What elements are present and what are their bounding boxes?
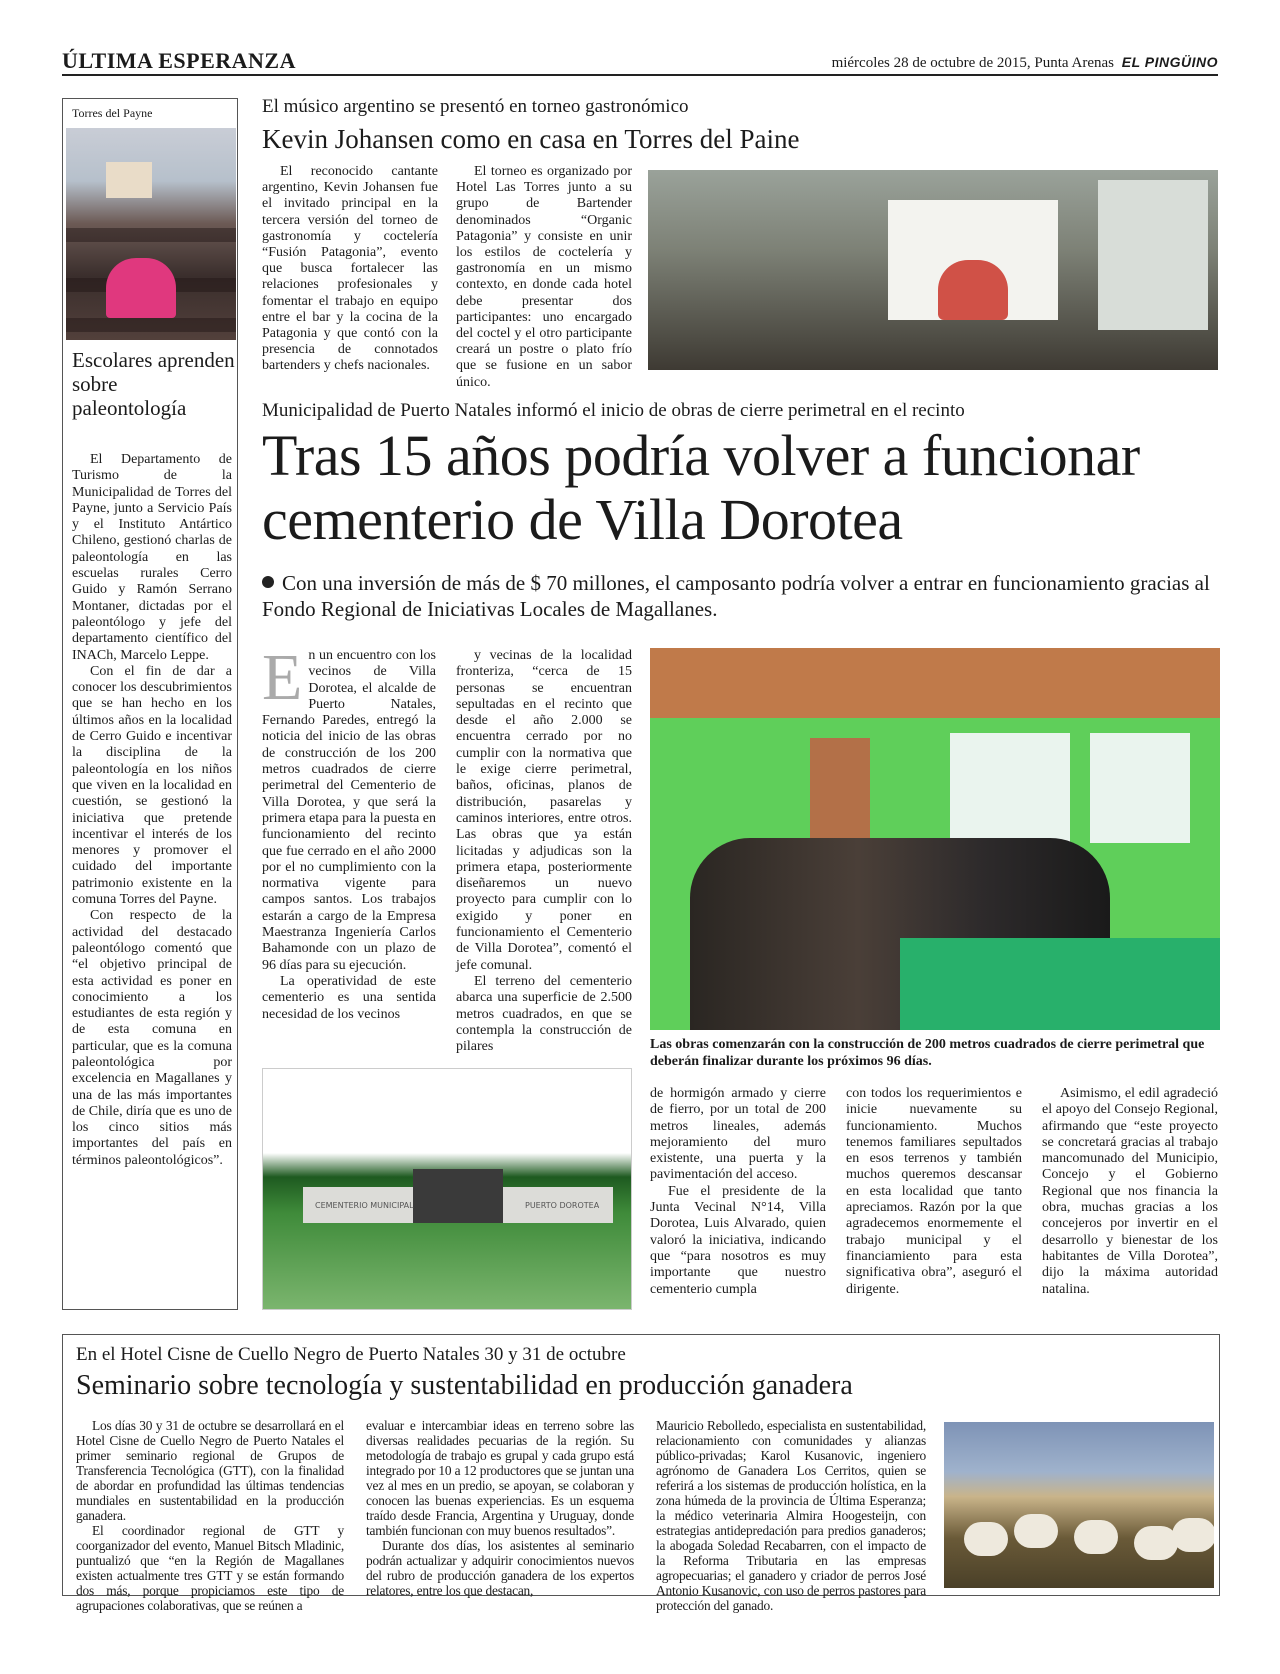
- seminar-paragraph: Durante dos días, los asistentes al seminario podrán actualizar y adquirir conocimientos nuevos del rubro de producción ganadera de los expertos relatores, entre los que destacan,: [366, 1538, 634, 1598]
- meeting-photo-caption: Las obras comenzarán con la construcción de 200 metros cuadrados de cierre perimetral que deberán finalizar durante los próximos 96 días.: [650, 1037, 1205, 1069]
- main-column-3: [650, 1086, 826, 1298]
- seminar-paragraph: Mauricio Rebolledo, especialista en sustentabilidad, relacionamiento con comunidades y alianzas público-privadas; Karol Kusanovic, ingeniero agrónomo de Ganadera Los Cerritos, quien se referirá a los sistemas de producción holística, en la zona húmeda de la provincia de Última Esperanza; la médico veterinaria Almira Hoogesteijn, con estrategias antidepredación para predios ganaderos; la abogada Soledad Recabarren, con el impacto de la Reforma Tributaria en las empresas agropecuarias; el ganadero y criador de perros José Antonio Kusanovic, con uso de perros pastores para protección del ganado.: [656, 1418, 926, 1613]
- kevin-concert-photo: [648, 170, 1218, 370]
- kevin-paragraph: El torneo es organizado por Hotel Las Torres junto a su grupo de Bartender denominados “Organic Patagonia” y consiste en unir los estilos de coctelería y gastronomía en un mismo contexto, en donde cada hotel debe presentar dos participantes: uno encargado del coctel y el otro participante creará un postre o plato frío que se fusione en un sabor único.: [456, 164, 632, 390]
- main-column-5: [1042, 1086, 1218, 1298]
- main-paragraph: n un encuentro con los vecinos de Villa Dorotea, el alcalde de Puerto Natales, Fernando Paredes, entregó la noticia del inicio de las obras de construcción de los 200 metros cuadrados de cierre perimetral del Cementerio de Villa Dorotea, y que será la primera etapa para la puesta en funcionamiento del recinto que fue cerrado en el año 2000 por el no cumplimiento con la normativa vigente para campos santos. Los trabajos estarán a cargo de la Empresa Maestranza Ingeniería Carlos Bahamonde con un plazo de 96 días para su ejecución.: [262, 648, 436, 973]
- sidebar-headline: Escolares aprenden sobre paleontología: [72, 348, 235, 420]
- kevin-headline: Kevin Johansen como en casa en Torres del Paine: [262, 124, 800, 154]
- main-paragraph: Asimismo, el edil agradeció el apoyo del Consejo Regional, afirmando que “este proyecto se concretará gracias al trabajo mancomunado del Municipio, Concejo y el Gobierno Regional que nos financia la obra, muchas gracias a los concejeros por invertir en el desarrollo y bienestar de los habitantes de Villa Dorotea”, dijo la máxima autoridad natalina.: [1042, 1086, 1218, 1297]
- sidebar-photo-caption: Torres del Payne: [72, 106, 153, 120]
- dateline: [832, 54, 1218, 72]
- main-column-2: [456, 648, 632, 1055]
- main-column-4: [846, 1086, 1022, 1298]
- main-paragraph: La operatividad de este cementerio es una sentida necesidad de los vecinos: [262, 973, 436, 1022]
- kevin-kicker: El músico argentino se presentó en torneo gastronómico: [262, 96, 689, 117]
- newspaper-logo: EL PINGÜINO: [1121, 54, 1218, 70]
- seminar-column-3: [656, 1418, 926, 1613]
- seminar-column-2: [366, 1418, 634, 1598]
- sheep-photo: [944, 1422, 1214, 1588]
- seminar-paragraph: evaluar e intercambiar ideas en terreno sobre las diversas realidades pecuarias de la región. Su metodología de trabajo es grupal y cada grupo está integrado por 10 a 12 productores que se juntan una vez al mes en un predio, se apoyan, se colaboran y conocen las buenas experiencias. Es un esquema traído desde Francia, Argentina y Uruguay, donde también funcionan con muy buenos resultados”.: [366, 1418, 634, 1538]
- render-label: PUERTO DOROTEA: [525, 1201, 600, 1210]
- main-paragraph: Fue el presidente de la Junta Vecinal N°14, Villa Dorotea, Luis Alvarado, quien valoró la iniciativa, indicando que “para nosotros es muy importante que nuestro cementerio cumpla: [650, 1183, 826, 1297]
- cemetery-render-image: [262, 1068, 632, 1310]
- main-headline: Tras 15 años podría volver a funcionar cementerio de Villa Dorotea: [262, 423, 1140, 552]
- date-place: miércoles 28 de octubre de 2015, Punta Arenas: [831, 55, 1114, 71]
- kevin-paragraph: El reconocido cantante argentino, Kevin Johansen fue el invitado principal en la tercera versión del torneo de gastronomía y coctelería “Fusión Patagonia”, evento que busca fortalecer las relaciones profesionales y fomentar el trabajo en equipo entre el bar y la cocina de la Patagonia y que contó con la presencia de connotados bartenders y chefs nacionales.: [262, 164, 438, 374]
- main-paragraph: de hormigón armado y cierre de fierro, por un total de 200 metros lineales, además mejoramiento del muro existente, una puerta y la pavimentación del acceso.: [650, 1086, 826, 1183]
- seminar-kicker: En el Hotel Cisne de Cuello Negro de Puerto Natales 30 y 31 de octubre: [76, 1344, 626, 1365]
- main-paragraph: El terreno del cementerio abarca una superficie de 2.500 metros cuadrados, en que se contempla la construcción de pilares: [456, 973, 632, 1055]
- drop-cap: E: [262, 641, 303, 714]
- seminar-headline: Seminario sobre tecnología y sustentabilidad en producción ganadera: [76, 1370, 853, 1401]
- sidebar-photo: [66, 128, 236, 340]
- main-paragraph: con todos los requerimientos e inicie nuevamente su funcionamiento. Muchos tenemos familiares sepultados en esos terrenos y también muchos queremos descansar en esta localidad que tanto apreciamos. Razón por la que agradecemos enormemente el trabajo municipal y el financiamiento para esta significativa obra”, aseguró el dirigente.: [846, 1086, 1022, 1297]
- bullet-icon: [262, 576, 274, 588]
- header-rule: [62, 74, 1218, 76]
- meeting-photo: [650, 648, 1220, 1030]
- kevin-column-2: [456, 164, 632, 391]
- seminar-paragraph: Los días 30 y 31 de octubre se desarrollará en el Hotel Cisne de Cuello Negro de Puerto Natales el primer seminario regional de Grupos de Transferencia Tecnológica (GTT), con la finalidad de abordar en profundidad las últimas tendencias mundiales en sustentabilidad en la producción ganadera.: [76, 1418, 344, 1523]
- main-paragraph: y vecinas de la localidad fronteriza, “cerca de 15 personas se encuentran sepultadas en el recinto que desde el año 2.000 se encuentra cerrado por no cumplir con la normativa que le exige cierre perimetral, baños, oficinas, planos de distribución, pasarelas y caminos interiores, entre otros. Las obras que ya están licitadas y adjudicas son la primera etapa, posteriormente diseñaremos un nuevo proyecto para cumplir con lo exigido y poner en funcionamiento el Cementerio de Villa Dorotea”, comentó el jefe comunal.: [456, 648, 632, 973]
- render-label: CEMENTERIO MUNICIPAL: [315, 1201, 414, 1210]
- seminar-paragraph: El coordinador regional de GTT y coorganizador del evento, Manuel Bitsch Mladinic, puntualizó que “en la Región de Magallanes existen actualmente tres GTT y se están formando dos más, porque propiciamos este tipo de agrupaciones colaborativas, que se reúnen a: [76, 1523, 344, 1613]
- sidebar-paragraph: El Departamento de Turismo de la Municipalidad de Torres del Payne, junto a Servicio País y el Instituto Antártico Chileno, gestionó charlas de paleontología en las escuelas rurales Cerro Guido y Ramón Serrano Montaner, dictadas por el paleontólogo y jefe del departamento científico del INACh, Marcelo Leppe.: [72, 452, 232, 663]
- main-column-1: [262, 641, 436, 1023]
- section-title: ÚLTIMA ESPERANZA: [62, 48, 296, 73]
- seminar-column-1: [76, 1418, 344, 1613]
- sidebar-paragraph: Con respecto de la actividad del destacado paleontólogo comentó que “el objetivo principal de esta actividad es poner en conocimiento a los estudiantes de esta región y de esta comuna en particular, que es la comuna paleontológica por excelencia en Magallanes y una de las más importantes de Chile, diría que es uno de los cinco sitios más importantes del país en términos paleontológicos”.: [72, 908, 232, 1168]
- sidebar-paragraph: Con el fin de dar a conocer los descubrimientos que se han hecho en los últimos años en la localidad de Cerro Guido e incentivar la disciplina de la paleontología en los niños que viven en la localidad en cuestión, se gestionó la iniciativa que pretende incentivar el interés de los menores y promover el cuidado del importante patrimonio existente en la comuna Torres del Payne.: [72, 663, 232, 908]
- sidebar-body: [72, 452, 232, 1169]
- main-subtitle: [262, 570, 1222, 622]
- main-kicker: Municipalidad de Puerto Natales informó el inicio de obras de cierre perimetral en el recinto: [262, 400, 965, 421]
- kevin-column-1: [262, 164, 438, 375]
- main-subtitle-text: Con una inversión de más de $ 70 millones, el camposanto podría volver a entrar en funcionamiento gracias al Fondo Regional de Iniciativas Locales de Magallanes.: [262, 571, 1210, 621]
